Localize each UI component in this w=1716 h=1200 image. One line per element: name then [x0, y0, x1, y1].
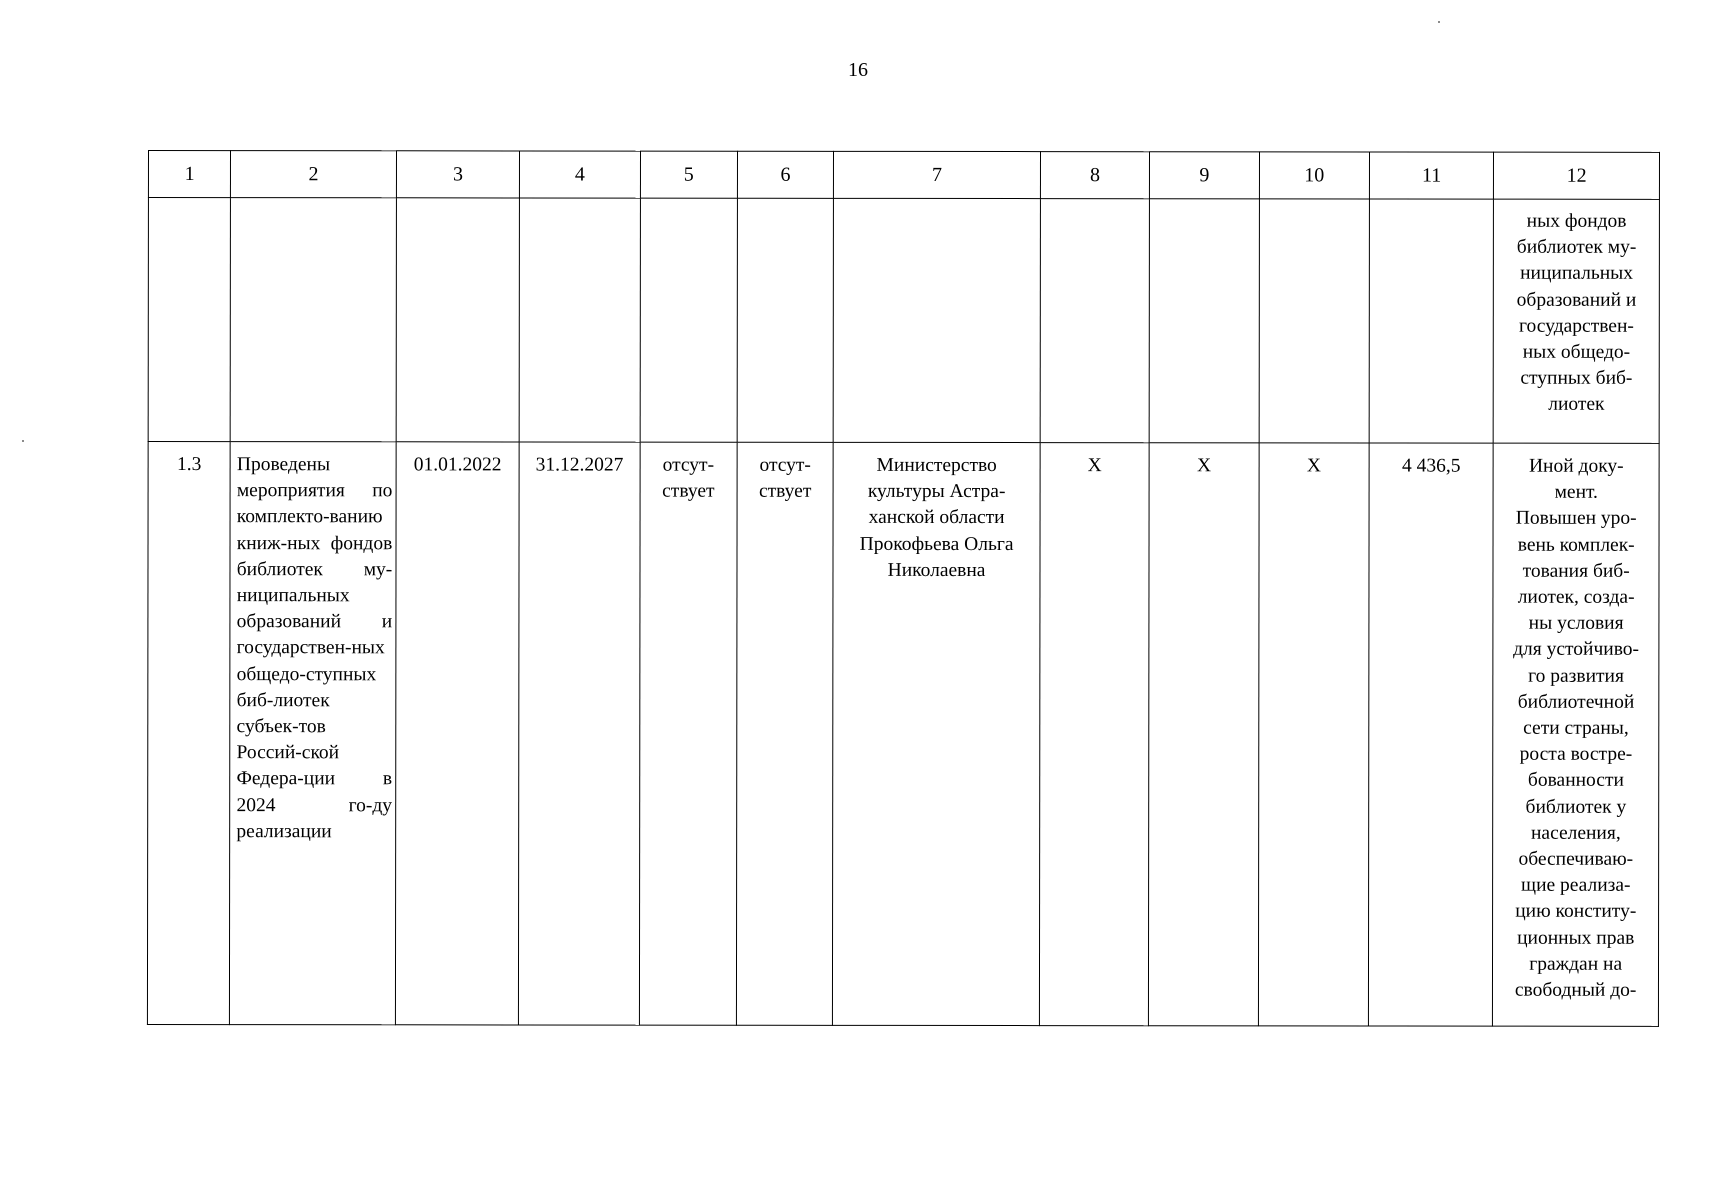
column-5-cell: отсут- ствует [639, 442, 737, 1025]
empty-cell [1149, 199, 1259, 443]
column-9-cell: X [1149, 443, 1259, 1026]
empty-cell [1040, 199, 1150, 443]
column-header: 8 [1040, 152, 1149, 199]
document-table [147, 150, 1660, 1027]
start-date-cell: 01.01.2022 [395, 442, 519, 1025]
empty-cell [640, 198, 738, 442]
empty-cell [148, 198, 231, 442]
empty-cell [230, 198, 396, 442]
column-header: 6 [737, 151, 833, 198]
table-header-row [148, 151, 1659, 200]
column-header: 3 [396, 151, 519, 198]
item-number-cell: 1.3 [147, 442, 230, 1025]
column-header: 7 [834, 151, 1041, 198]
empty-cell [396, 198, 520, 442]
amount-cell: 4 436,5 [1368, 443, 1493, 1026]
column-10-cell: X [1258, 443, 1369, 1026]
responsible-cell: Министерство культуры Астра- ханской области Прокофьева Ольга Николаевна [833, 442, 1040, 1025]
table-row-continuation [148, 198, 1659, 444]
column-header: 10 [1259, 152, 1369, 199]
column-header: 1 [148, 151, 230, 198]
end-date-cell: 31.12.2027 [519, 442, 640, 1025]
column-6-cell: отсут- ствует [736, 442, 833, 1025]
column-header: 5 [640, 151, 737, 198]
column-8-cell: X [1039, 443, 1149, 1026]
scan-speck [1438, 21, 1440, 23]
result-continuation-cell: ных фондов библиотек му- ниципальных образований и государствен- ных общедо- ступных биб- лиотек [1494, 199, 1660, 443]
page-number: 16 [848, 59, 868, 81]
empty-cell [737, 198, 834, 442]
event-description-cell: Проведены мероприятия по комплекто-ванию книж-ных фондов библиотек му-ниципальных образований и государствен-ных общедо-ступных биб-лиотек субъек-тов Россий-ской Федера-ции в 2024 го-ду реализации [230, 442, 396, 1025]
empty-cell [1369, 199, 1494, 443]
scan-speck [22, 440, 24, 442]
column-header: 2 [231, 151, 397, 198]
column-header: 9 [1150, 152, 1259, 199]
empty-cell [1259, 199, 1370, 443]
result-document-cell: Иной доку- мент. Повышен уро- вень комплек- тования биб- лиотек, созда- ны условия для устойчиво- го развития библиотечной сети страны, роста востре- бованности библиотек у населения, обеспечиваю- щие реализа- цию конститу- ционных прав граждан на свободный до- [1493, 443, 1659, 1026]
column-header: 4 [520, 151, 640, 198]
table-row [147, 442, 1659, 1027]
empty-cell [833, 198, 1040, 442]
empty-cell [519, 198, 640, 442]
column-header: 11 [1369, 152, 1493, 199]
column-header: 12 [1494, 152, 1660, 199]
